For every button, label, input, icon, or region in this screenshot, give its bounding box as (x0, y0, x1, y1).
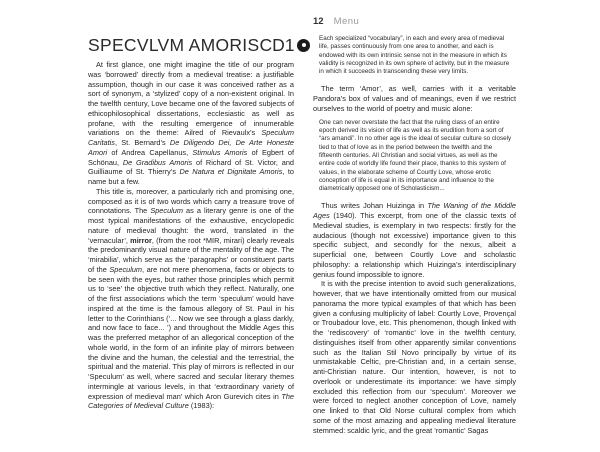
text-run: , to name but a few. (88, 167, 294, 186)
running-header (313, 16, 516, 30)
text-run: of Richard of St. Victor, and Guilliaume of St. Thierry’s (88, 157, 294, 177)
block-quote-gurevich: Each specialized “vocabulary”, in each and every area of medieval life, passes continuously from one area to another, and each is endowed with its own intrinsic sense not in the measure in which its validity is recognized in its own sphere of activity, but in the measure in which it succeeds in transcending these very limits. (319, 35, 510, 76)
paragraph-generalizations: It is with the precise intention to avoid such generalizations, however, that we have intentionally omitted from our musical panorama the more typical examples of that which has been given a confusing multiplicity of label: Courtly Love, Provençal or Troubadour love, etc. This phenomenon, though linked with the ‘rediscovery’ of ‘romantic’ love in the twelfth century, distinguishes itself from other apparently similar conventions such as the Italian Stil Novo principally by virtue of its unmistakable Celtic, pre-Christian and, in a certain sense, anti-Christian nature. Our intention, however, is not to overlook or underestimate its importance: we have simply excluded this reflection from our ‘speculum’. Moreover we were forced to neglect another conception of Love, namely one linked to that Old Norse cultural complex from which some of the most amazing and appealing medieval literature stemmed: scaldic lyric, and the great ‘romantic’ Sagas (313, 279, 516, 435)
text-run: De Diligendo Dei, De Arte Honeste Amori (88, 138, 294, 157)
paragraph (88, 60, 294, 187)
paragraph-huizinga (313, 201, 516, 279)
text-run: (1983): (188, 401, 215, 411)
text-run: The Categories of Medieval Culture (88, 391, 294, 411)
cd-marker (259, 35, 310, 56)
section-title: SPECVLVM AMORIS (88, 34, 260, 55)
text-run: as a literary genre is one of the most typical manifestations of the exhaustive, encyclopedic nature of medieval thought: the word, translated in the ‘vernacular’, (88, 206, 294, 245)
left-body (88, 60, 294, 411)
text-run: of Andrea Capellanus, (107, 147, 193, 157)
text-run: (1940). This excerpt, from one of the classic texts of Medieval studies, is exemplary in two respects: firstly for the audacious (though not excessive) importance given to this specific subject, and secondly for the nexus, albeit a superficial one, between Courtly Love and scholastic philosophy: a relationship which Huizinga’s interdisciplinary genius found impossible to ignore. (313, 211, 516, 279)
text-run: Speculum (109, 264, 143, 274)
cd-label: CD1 (259, 34, 295, 55)
text-run: De Gradibus Amoris (122, 157, 193, 167)
block-quote-huizinga: One can never overstate the fact that the ruling class of an entire epoch derived its vision of life as well as its erudition from a sort of “ars amandi”. In no other age is the ideal of secular culture so closely tied to that of love as in the period between the twelfth and the fifteenth centuries. All Christian and social virtues, as well as the entire code of worldly life found their place, thanks to this system of values, in the elaborate scheme of Courtly Love, whose erotic conception of life is equal in its importance and influence to the diametrically opposed one of Scholasticism... (319, 118, 512, 193)
text-run: This title is, moreover, a particularly rich and promising one, composed as it is of two words which carry a treasure trove of connotations. The (88, 186, 294, 216)
text-run: , St. Bernard’s (114, 138, 170, 147)
page-number: 12 (313, 16, 324, 27)
text-run: , are not mere phenomena, facts or objects to be seen with the eyes, but rather those principles which permit us to ‘see’ the objective truth which they reflect. Naturally, one of the first associations which the term ‘speculum’ would have inspired at the time is the famous allegory of St. Paul in his letter to the Corinthians (‘... Now we see through a glass darkly, and now face to face... ’) and throughout the Middle Ages this was the preferred metaphor of an allegorical conception of the whole world, in the form of an infinite play of mirrors between the divine and the human, the celestial and the terrestrial, the spiritual and the material. This play of mirrors is reflected in our ‘Speculum’ as well, where sacred and secular literary themes intermingle at various levels, in that ‘extraordinary variety of expression of medieval man’ which Aron Gurevich cites in (88, 264, 294, 401)
section-heading (88, 34, 294, 56)
text-run: Speculum (150, 206, 183, 216)
text-run: of Egbert of Schönau, (88, 147, 294, 167)
disc-icon (297, 39, 310, 52)
text-run: Speculum Caritatis (88, 128, 294, 147)
text-run: Thus writes Johan Huizinga in (321, 201, 428, 211)
text-run: At first glance, one might imagine the title of our program was ‘borrowed’ directly from a medieval treatise: a justifiable assumption, though in our case it was conceived rather as a sort of synonym, a ‘stylized’ copy of a non-existent original. In the twelfth century, Love became one of the favored subjects of ethicophilosophical dissertations, ecclesiastic as well as profane, with the resulting emergence of innumerable variations on the theme: Ailred of Rievaulx’s (88, 60, 294, 138)
text-run: , (from the root *MIR, mirari) clearly reveals the predominantly visual nature of the mentality of the age. The ‘mirabilia’, which serve as the ‘paragraphs’ or constituent parts of the (88, 235, 295, 274)
text-run: Stimulus Amoris (192, 147, 248, 157)
text-run: mirror (130, 235, 152, 245)
left-column (88, 34, 294, 411)
text-run: De Natura et Dignitate Amoris (179, 167, 283, 177)
running-title: Menu (333, 16, 360, 27)
paragraph (88, 187, 294, 411)
paragraph-amor: The term ‘Amor’, as well, carries with it a veritable Pandora’s box of values and of meanings, even if we restrict ourselves to the world of poetry and music alone: (313, 84, 516, 113)
text-run: The Waning of the Middle Ages (313, 201, 516, 221)
right-column (313, 16, 516, 435)
